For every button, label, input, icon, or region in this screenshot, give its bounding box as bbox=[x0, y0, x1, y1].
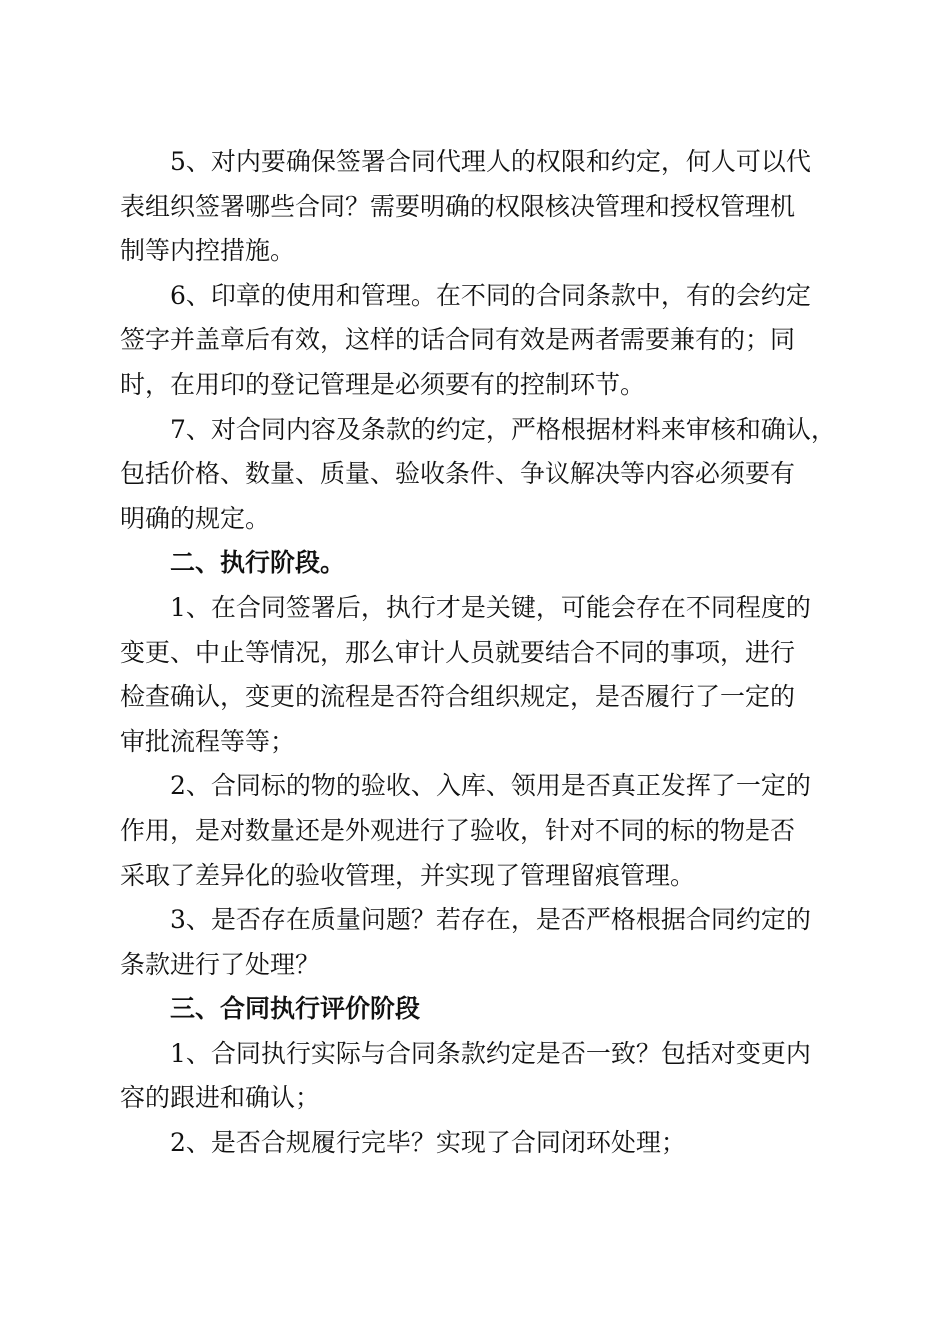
text-line: 1、在合同签署后，执行才是关键，可能会存在不同程度的 bbox=[170, 592, 811, 622]
text-line: 三、合同执行评价阶段 bbox=[170, 994, 421, 1024]
paragraph bbox=[120, 898, 830, 987]
text-line: 3、是否存在质量问题？若存在，是否严格根据合同约定的 bbox=[170, 905, 811, 935]
text-line: 制等内控措施。 bbox=[120, 236, 296, 266]
text-line: 二、执行阶段。 bbox=[170, 548, 346, 578]
paragraph bbox=[120, 586, 830, 764]
paragraph bbox=[120, 408, 836, 542]
text-line: 5、对内要确保签署合同代理人的权限和约定，何人可以代 bbox=[170, 147, 811, 176]
text-line: 容的跟进和确认； bbox=[120, 1083, 321, 1113]
paragraph bbox=[120, 1121, 830, 1166]
text-line: 条款进行了处理？ bbox=[120, 949, 321, 979]
text-line: 作用，是对数量还是外观进行了验收，针对不同的标的物是否 bbox=[120, 815, 796, 845]
text-line: 7、对合同内容及条款的约定，严格根据材料来审核和确认， bbox=[170, 414, 836, 444]
paragraph bbox=[120, 274, 830, 408]
text-line: 2、是否合规履行完毕？实现了合同闭环处理； bbox=[170, 1128, 686, 1158]
document-page bbox=[120, 140, 836, 1166]
text-line: 明确的规定。 bbox=[120, 503, 271, 533]
paragraph bbox=[120, 1032, 830, 1121]
section-heading bbox=[120, 541, 830, 586]
text-line: 签字并盖章后有效，这样的话合同有效是两者需要兼有的；同 bbox=[120, 325, 796, 355]
text-line: 采取了差异化的验收管理，并实现了管理留痕管理。 bbox=[120, 860, 696, 890]
text-line: 时，在用印的登记管理是必须要有的控制环节。 bbox=[120, 369, 646, 399]
text-line: 1、合同执行实际与合同条款约定是否一致？包括对变更内 bbox=[170, 1038, 811, 1068]
paragraph bbox=[120, 764, 830, 898]
text-line: 审批流程等等； bbox=[120, 726, 296, 756]
paragraph bbox=[120, 140, 830, 274]
text-line: 2、合同标的物的验收、入库、领用是否真正发挥了一定的 bbox=[170, 771, 811, 801]
text-line: 变更、中止等情况，那么审计人员就要结合不同的事项，进行 bbox=[120, 637, 796, 667]
text-line: 表组织签署哪些合同？需要明确的权限核决管理和授权管理机 bbox=[120, 191, 796, 221]
text-line: 包括价格、数量、质量、验收条件、争议解决等内容必须要有 bbox=[120, 459, 796, 489]
text-line: 6、印章的使用和管理。在不同的合同条款中，有的会约定 bbox=[170, 280, 811, 310]
text-line: 检查确认，变更的流程是否符合组织规定，是否履行了一定的 bbox=[120, 682, 796, 712]
section-heading bbox=[120, 987, 830, 1032]
